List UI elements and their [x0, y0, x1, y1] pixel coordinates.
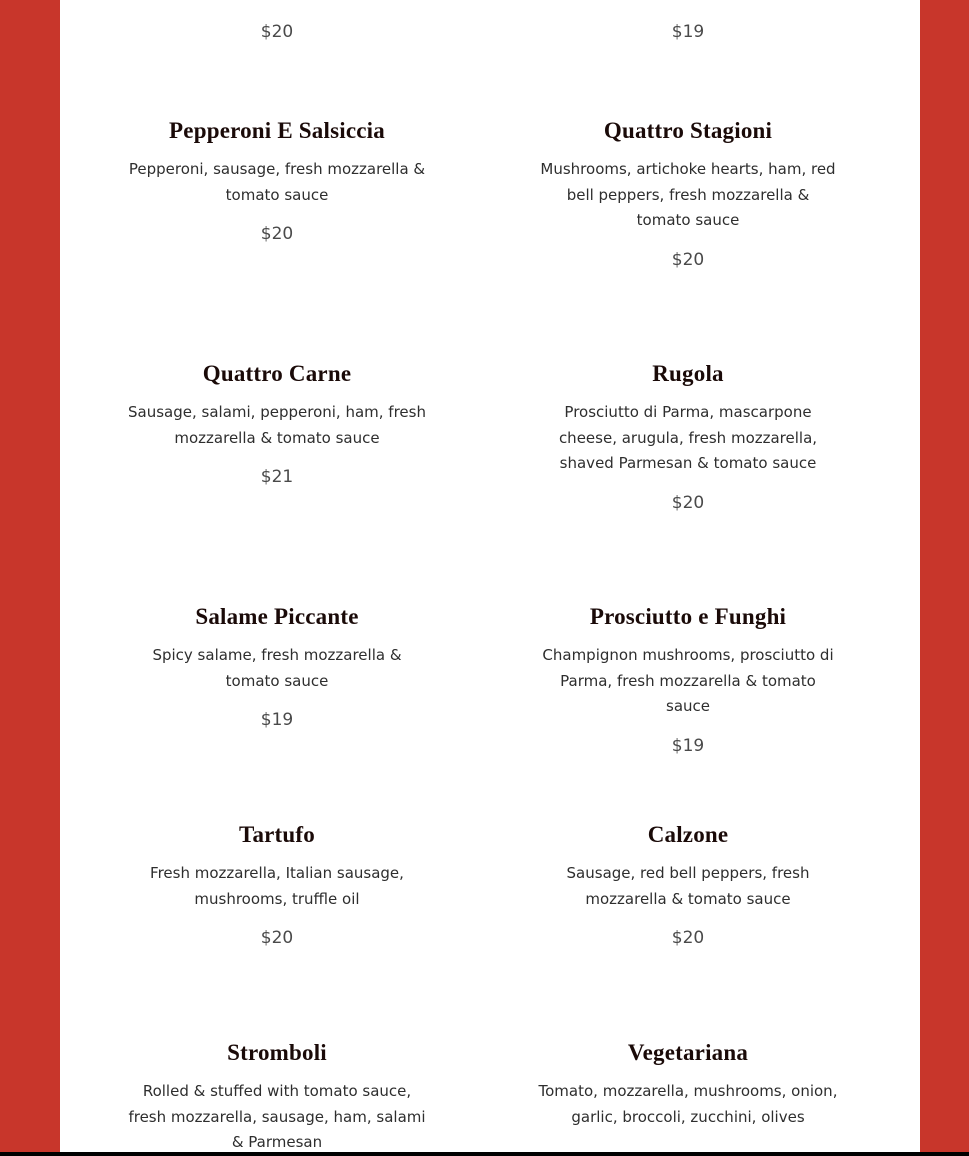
menu-item-description: Sausage, red bell peppers, fresh mozzarella & tomato sauce [566, 864, 810, 908]
menu-item-name: Prosciutto e Funghi [589, 604, 787, 629]
menu-item-name: Rugola [652, 361, 724, 386]
menu-item-tartufo [127, 821, 427, 950]
menu-item-name: Vegetariana [627, 1040, 749, 1065]
menu-item-partial-right [538, 20, 838, 44]
menu-item-quattro-carne [127, 360, 427, 489]
menu-item-description: Rolled & stuffed with tomato sauce, fresh mozzarella, sausage, ham, salami & Parmesan [128, 1082, 426, 1151]
menu-item-description: Sausage, salami, pepperoni, ham, fresh mozzarella & tomato sauce [128, 403, 426, 447]
menu-item-description: Champignon mushrooms, prosciutto di Parma, fresh mozzarella & tomato sauce [542, 646, 834, 715]
menu-item-price: $20 [260, 224, 294, 244]
menu-item-quattro-stagioni [538, 117, 838, 272]
menu-item-partial-left [127, 20, 427, 44]
menu-item-name: Quattro Carne [202, 361, 352, 386]
menu-item-price: $19 [671, 735, 705, 756]
menu-item-rugola [538, 360, 838, 515]
menu-item-name: Calzone [647, 822, 729, 847]
menu-item-calzone [538, 821, 838, 950]
menu-item-description: Tomato, mozzarella, mushrooms, onion, garlic, broccoli, zucchini, olives [538, 1082, 838, 1126]
menu-item-pepperoni-e-salsiccia [127, 117, 427, 246]
menu-item-price: $21 [260, 467, 294, 487]
menu-item-price: $20 [671, 928, 705, 948]
menu-item-price: $20 [671, 249, 705, 270]
menu-item-description: Fresh mozzarella, Italian sausage, mushrooms, truffle oil [150, 864, 404, 908]
menu-item-name: Salame Piccante [195, 604, 359, 629]
menu-item-description: Prosciutto di Parma, mascarpone cheese, arugula, fresh mozzarella, shaved Parmesan & tomato sauce [558, 403, 818, 472]
menu-item-price: $20 [671, 492, 705, 513]
menu-item-stromboli [127, 1039, 427, 1152]
menu-item-salame-piccante [127, 603, 427, 732]
menu-item-price: $19 [260, 710, 294, 730]
menu-item-description: Spicy salame, fresh mozzarella & tomato sauce [152, 646, 402, 690]
menu-item-vegetariana [538, 1039, 838, 1130]
menu-item-prosciutto-e-funghi [538, 603, 838, 758]
menu-item-name: Pepperoni E Salsiccia [169, 118, 385, 143]
menu-item-description: Pepperoni, sausage, fresh mozzarella & tomato sauce [128, 160, 426, 204]
menu-item-price: $20 [260, 928, 294, 948]
menu-panel [60, 0, 920, 1152]
menu-item-name: Stromboli [227, 1040, 327, 1065]
menu-item-description: Mushrooms, artichoke hearts, ham, red bell peppers, fresh mozzarella & tomato sauce [540, 160, 836, 229]
menu-item-name: Tartufo [239, 822, 315, 847]
menu-item-price: $19 [671, 22, 705, 42]
menu-item-name: Quattro Stagioni [603, 118, 773, 143]
menu-item-price: $20 [260, 22, 294, 42]
